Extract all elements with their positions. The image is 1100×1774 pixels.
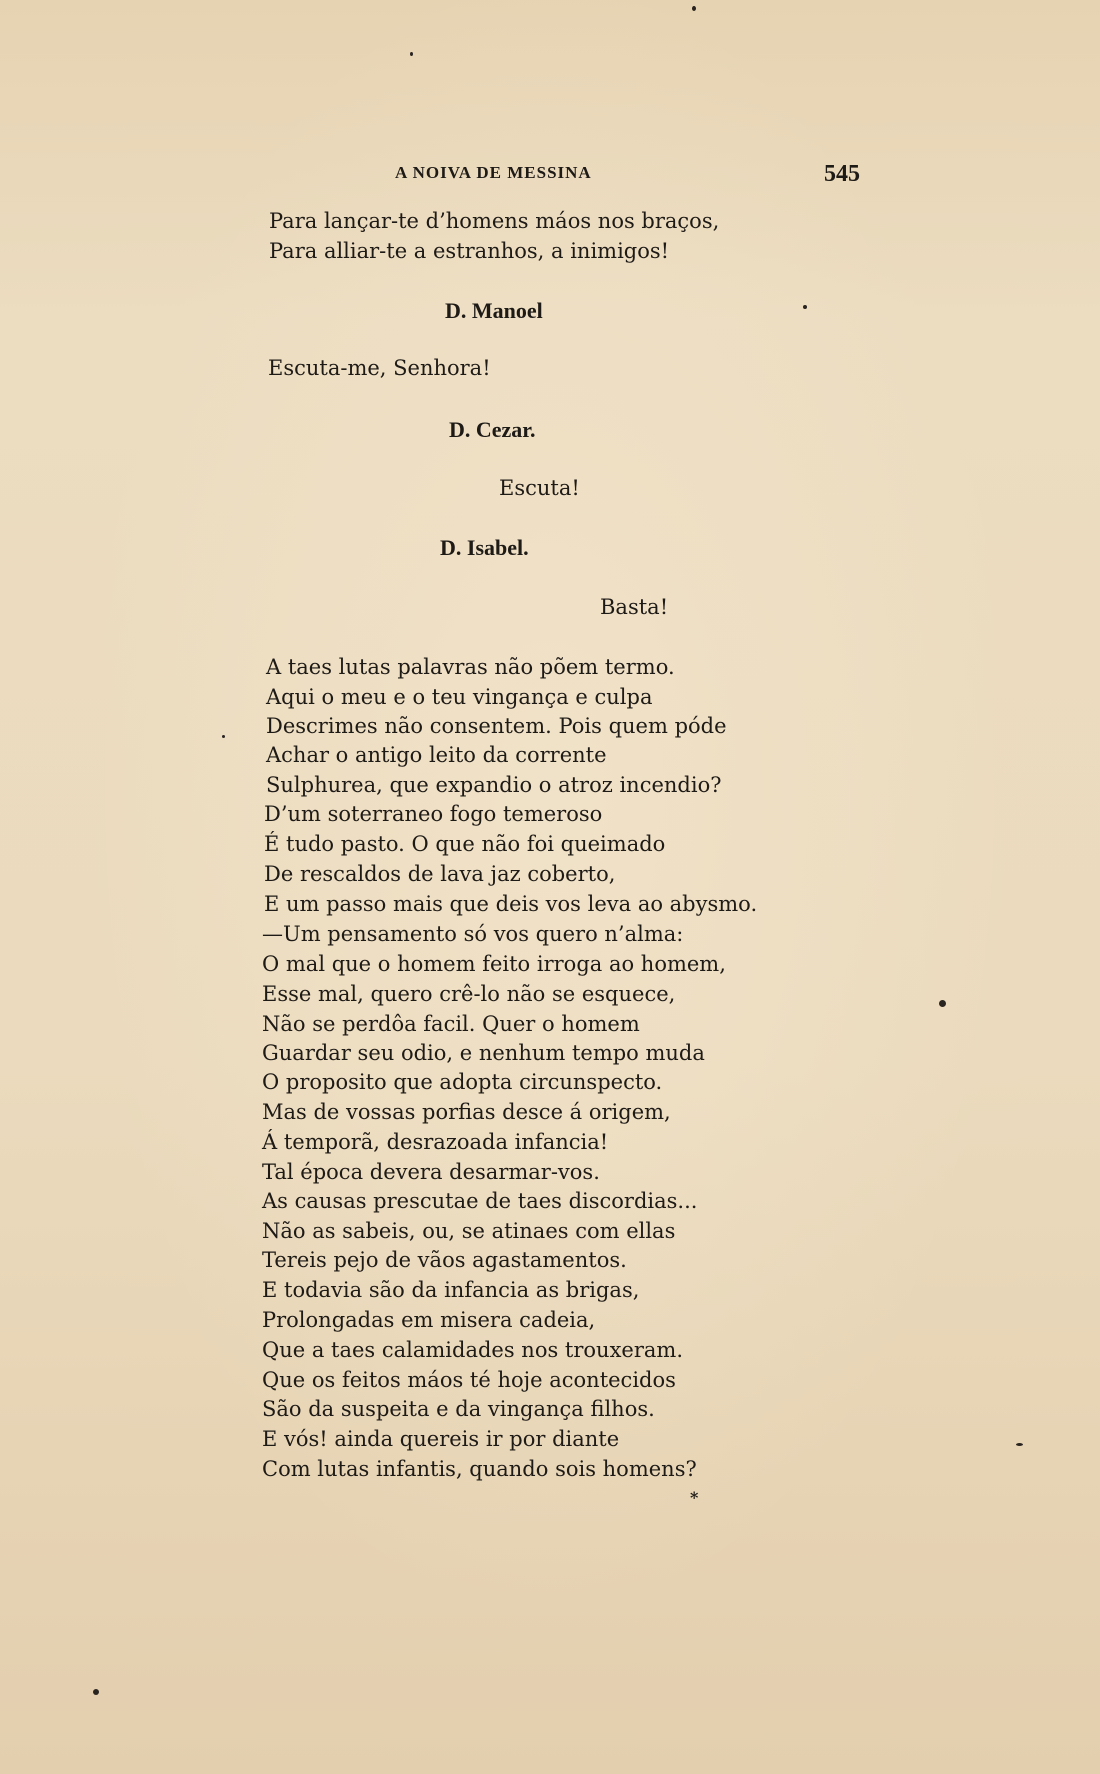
verse-line: Para lançar-te d’homens máos nos braços, <box>269 209 720 233</box>
ink-speck <box>939 1000 946 1007</box>
verse-line: Escuta-me, Senhora! <box>268 356 491 380</box>
verse-line: Á temporã, desrazoada infancia! <box>262 1130 609 1154</box>
page-number: 545 <box>824 161 860 187</box>
verse-line: Tereis pejo de vãos agastamentos. <box>262 1248 627 1272</box>
verse-line: O mal que o homem feito irroga ao homem, <box>262 952 726 976</box>
verse-line: As causas prescutae de taes discordias... <box>262 1189 698 1213</box>
speaker-manoel: D. Manoel <box>445 298 543 323</box>
verse-line: Achar o antigo leito da corrente <box>266 743 607 767</box>
verse-line: Aqui o meu e o teu vingança e culpa <box>266 685 653 709</box>
verse-line: Que a taes calamidades nos trouxeram. <box>262 1338 683 1362</box>
verse-line: Sulphurea, que expandio o atroz incendio? <box>266 773 722 797</box>
verse-line: Guardar seu odio, e nenhum tempo muda <box>262 1041 705 1065</box>
ink-speck <box>1016 1443 1023 1446</box>
verse-line: E um passo mais que deis vos leva ao abysmo. <box>264 892 758 916</box>
speaker-isabel: D. Isabel. <box>440 535 529 560</box>
verse-line: A taes lutas palavras não põem termo. <box>266 655 675 679</box>
verse-line: São da suspeita e da vingança filhos. <box>262 1397 655 1421</box>
verse-line: D’um soterraneo fogo temeroso <box>264 802 603 826</box>
verse-line: —Um pensamento só vos quero n’alma: <box>262 922 684 946</box>
verse-line: Não as sabeis, ou, se atinaes com ellas <box>262 1219 676 1243</box>
verse-line: Escuta! <box>499 476 580 500</box>
verse-line: Descrimes não consentem. Pois quem póde <box>266 714 727 738</box>
verse-line: Tal época devera desarmar-vos. <box>262 1160 600 1184</box>
verse-line: E todavia são da infancia as brigas, <box>262 1278 640 1302</box>
verse-line: E vós! ainda quereis ir por diante <box>262 1427 620 1451</box>
ink-speck <box>692 6 696 11</box>
ink-speck <box>222 735 225 738</box>
verse-line: Mas de vossas porfias desce á origem, <box>262 1100 671 1124</box>
asterisk-ornament: * <box>690 1488 699 1507</box>
verse-line: Que os feitos máos té hoje acontecidos <box>262 1368 676 1392</box>
verse-line: Não se perdôa facil. Quer o homem <box>262 1012 640 1036</box>
verse-line: Para alliar-te a estranhos, a inimigos! <box>269 239 670 263</box>
speaker-cezar: D. Cezar. <box>449 417 536 442</box>
verse-line: De rescaldos de lava jaz coberto, <box>264 862 616 886</box>
verse-line: O proposito que adopta circunspecto. <box>262 1070 663 1094</box>
verse-line: Esse mal, quero crê-lo não se esquece, <box>262 982 676 1006</box>
ink-speck <box>93 1689 99 1695</box>
ink-speck <box>410 52 413 56</box>
verse-line: Com lutas infantis, quando sois homens? <box>262 1457 697 1481</box>
ink-speck <box>803 305 807 309</box>
verse-line: Basta! <box>600 595 669 619</box>
verse-line: É tudo pasto. O que não foi queimado <box>264 832 666 856</box>
running-title: A NOIVA DE MESSINA <box>395 163 592 182</box>
verse-line: Prolongadas em misera cadeia, <box>262 1308 596 1332</box>
